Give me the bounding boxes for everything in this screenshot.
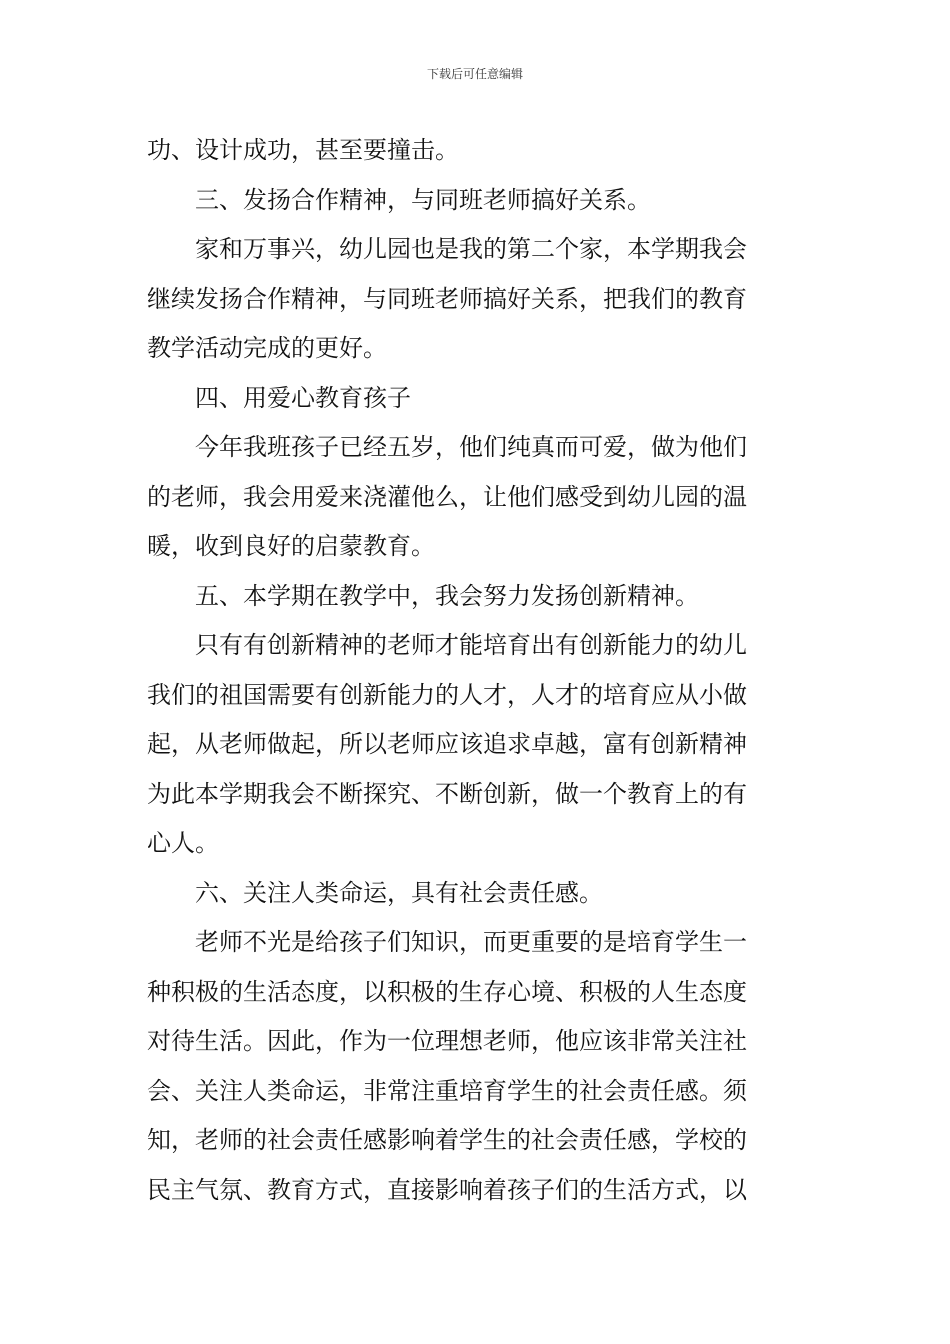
text-line: 种积极的生活态度，以积极的生存心境、积极的人生态度 [147, 977, 747, 1006]
text-line: 对待生活。因此，作为一位理想老师，他应该非常关注社 [147, 1027, 747, 1055]
document-body [147, 126, 807, 1215]
section-heading: 三、发扬合作精神，与同班老师搞好关系。 [195, 185, 651, 214]
text-line: 为此本学期我会不断探究、不断创新，做一个教育上的有 [147, 779, 747, 808]
section-heading: 四、用爱心教育孩子 [195, 383, 411, 412]
section-heading: 五、本学期在教学中，我会努力发扬创新精神。 [195, 581, 699, 610]
text-line: 知，老师的社会责任感影响着学生的社会责任感，学校的 [147, 1126, 747, 1154]
text-line: 老师不光是给孩子们知识，而更重要的是培育学生一 [195, 928, 747, 956]
text-line: 今年我班孩子已经五岁，他们纯真而可爱，做为他们 [195, 433, 747, 461]
text-line: 功、设计成功，甚至要撞击。 [147, 136, 459, 164]
section-heading: 六、关注人类命运，具有社会责任感。 [195, 878, 603, 907]
text-line: 教学活动完成的更好。 [147, 334, 387, 362]
page-header-note: 下载后可任意编辑 [426, 67, 523, 81]
text-line: 民主气氛、教育方式，直接影响着孩子们的生活方式，以 [147, 1175, 747, 1204]
text-line: 我们的祖国需要有创新能力的人才，人才的培育应从小做 [147, 680, 747, 709]
text-line: 家和万事兴，幼儿园也是我的第二个家，本学期我会 [195, 235, 747, 263]
text-line: 起，从老师做起，所以老师应该追求卓越，富有创新精神 [147, 730, 747, 758]
text-line: 只有有创新精神的老师才能培育出有创新能力的幼儿 [195, 631, 747, 659]
text-line: 继续发扬合作精神，与同班老师搞好关系，把我们的教育 [147, 284, 747, 313]
text-line: 的老师，我会用爱来浇灌他么，让他们感受到幼儿园的温 [147, 482, 747, 511]
text-line: 暖，收到良好的启蒙教育。 [147, 532, 435, 560]
text-line: 会、关注人类命运，非常注重培育学生的社会责任感。须 [147, 1076, 747, 1105]
text-line: 心人。 [147, 829, 219, 857]
